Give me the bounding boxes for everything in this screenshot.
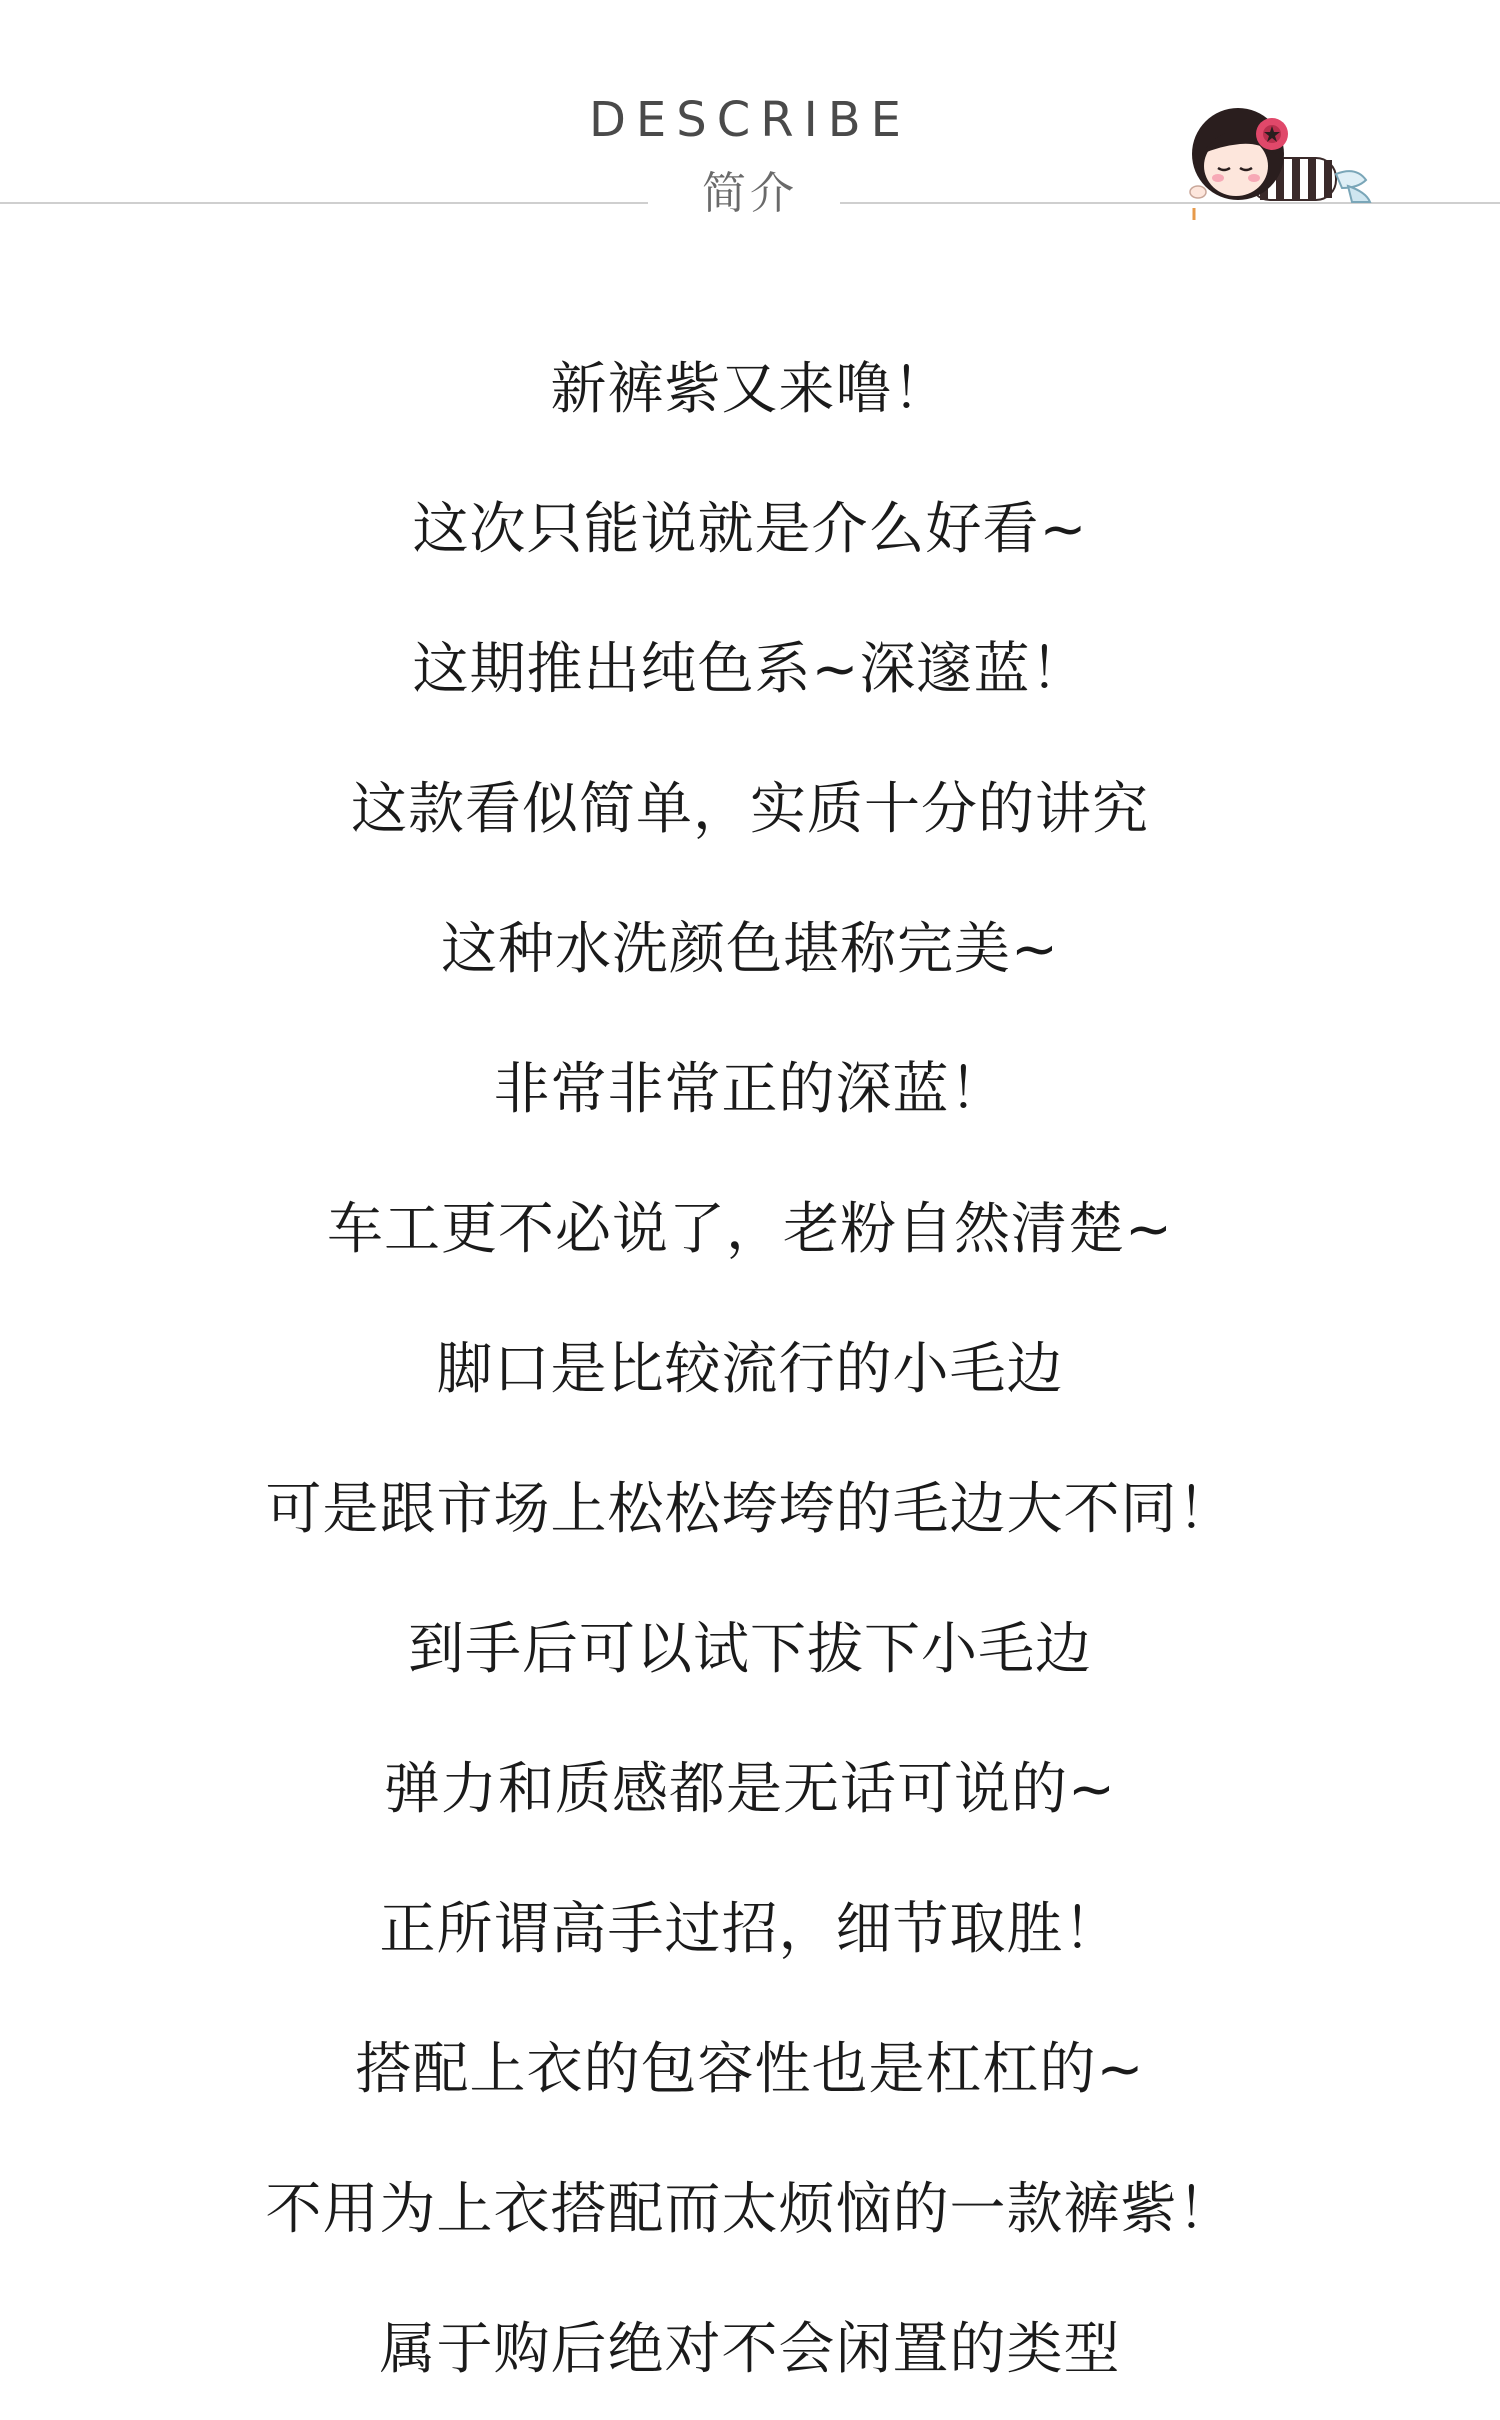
- section-header: [0, 0, 1500, 240]
- description-line: 非常非常正的深蓝！: [493, 1057, 1007, 1122]
- description-line: 不用为上衣搭配而太烦恼的一款裤紫！: [265, 2177, 1235, 2242]
- description-line: 这款看似简单，实质十分的讲究: [351, 777, 1149, 842]
- divider-right: [840, 202, 1500, 204]
- description-body: [0, 320, 1500, 2420]
- description-line: 属于购后绝对不会闲置的类型: [379, 2317, 1121, 2382]
- description-line: 搭配上衣的包容性也是杠杠的~: [355, 2037, 1145, 2102]
- description-line: 车工更不必说了，老粉自然清楚~: [327, 1197, 1173, 1262]
- section-subtitle: 简介: [702, 168, 798, 219]
- description-line: 到手后可以试下拔下小毛边: [408, 1617, 1092, 1682]
- description-line: 这期推出纯色系~深邃蓝！: [412, 637, 1088, 702]
- sleeping-girl-mascot-icon: [1180, 96, 1380, 226]
- description-line: 这种水洗颜色堪称完美~: [441, 917, 1059, 982]
- description-line: 这次只能说就是介么好看~: [412, 497, 1088, 562]
- description-line: 脚口是比较流行的小毛边: [436, 1337, 1064, 1402]
- description-line: 可是跟市场上松松垮垮的毛边大不同！: [265, 1477, 1235, 1542]
- description-line: 新裤紫又来噜！: [550, 357, 950, 422]
- description-line: 正所谓高手过招，细节取胜！: [379, 1897, 1121, 1962]
- description-line: 弹力和质感都是无话可说的~: [384, 1757, 1116, 1822]
- section-title: DESCRIBE: [588, 92, 912, 148]
